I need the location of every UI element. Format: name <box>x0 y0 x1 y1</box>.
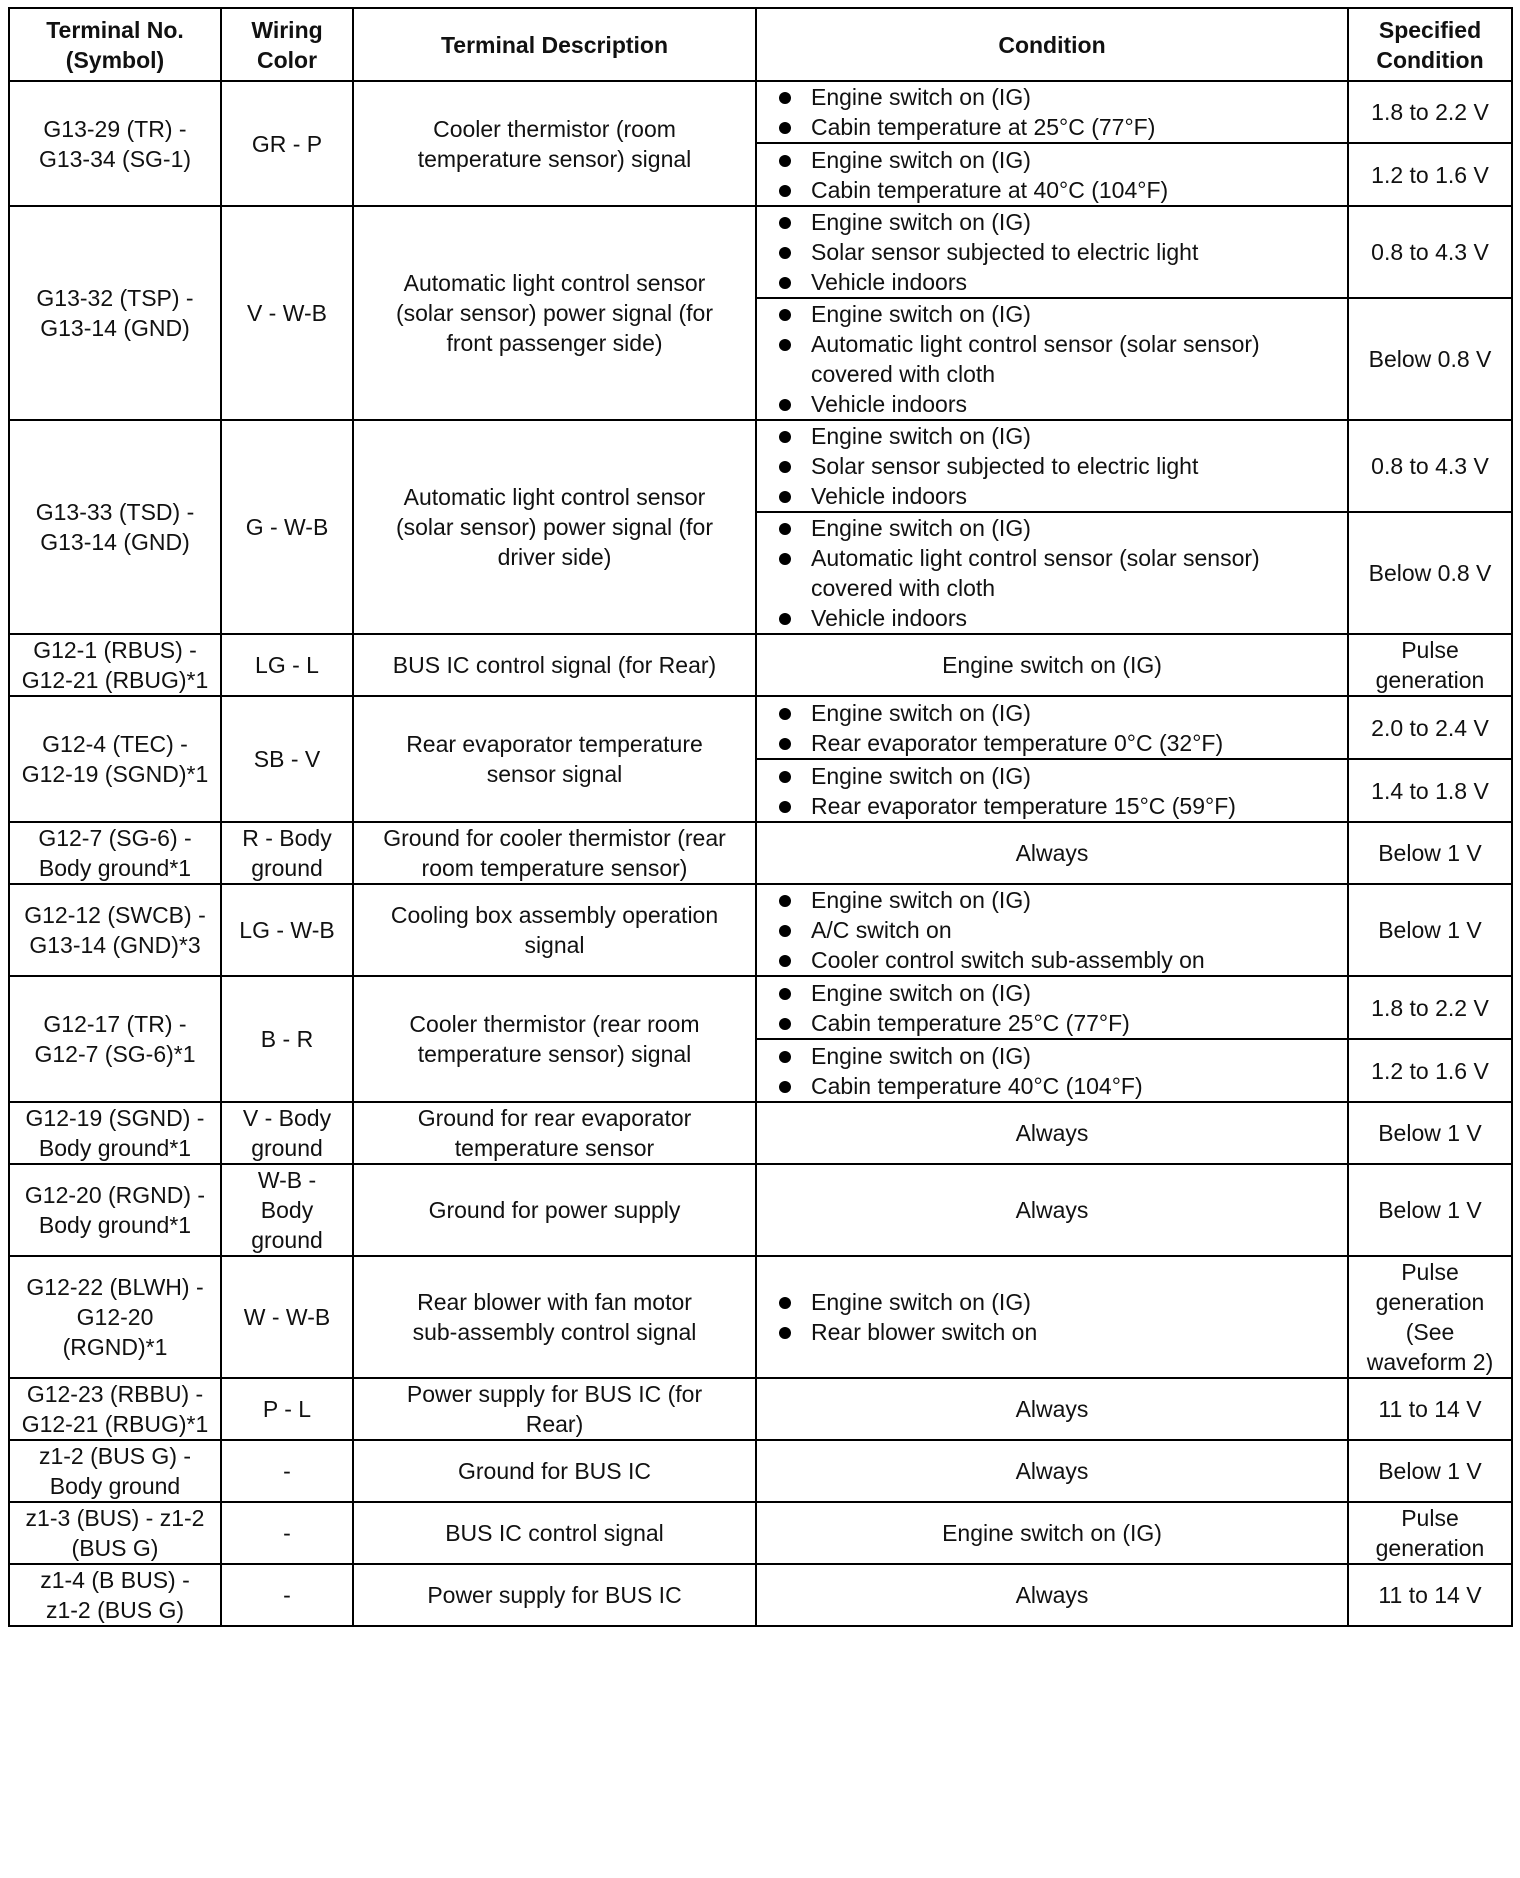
table-row <box>9 1440 1512 1502</box>
table-row <box>9 1378 1512 1440</box>
wiring-color-cell: - <box>221 1564 353 1626</box>
condition-item: A/C switch on <box>773 915 1339 945</box>
condition-cell <box>756 81 1348 143</box>
terminal-cell: z1-3 (BUS) - z1-2 (BUS G) <box>9 1502 221 1564</box>
wiring-color-cell: W - W-B <box>221 1256 353 1378</box>
terminal-cell: G12-7 (SG-6) - Body ground*1 <box>9 822 221 884</box>
specified-condition-cell: 1.8 to 2.2 V <box>1348 976 1512 1039</box>
wiring-color-cell: - <box>221 1502 353 1564</box>
terminal-cell: G13-29 (TR) - G13-34 (SG-1) <box>9 81 221 206</box>
terminal-description-cell: Power supply for BUS IC (for Rear) <box>353 1378 756 1440</box>
table-row <box>9 1502 1512 1564</box>
terminal-description-cell: Cooler thermistor (room temperature sensor) signal <box>353 81 756 206</box>
terminal-cell: z1-2 (BUS G) - Body ground <box>9 1440 221 1502</box>
condition-item: Engine switch on (IG) <box>773 207 1339 237</box>
terminal-cell: G13-33 (TSD) - G13-14 (GND) <box>9 420 221 634</box>
terminal-description-cell: Ground for BUS IC <box>353 1440 756 1502</box>
condition-item: Cabin temperature at 40°C (104°F) <box>773 175 1339 205</box>
condition-item: Rear blower switch on <box>773 1317 1339 1347</box>
condition-item: Rear evaporator temperature 0°C (32°F) <box>773 728 1339 758</box>
specified-condition-cell: Pulse generation (See waveform 2) <box>1348 1256 1512 1378</box>
terminal-description-cell: Ground for rear evaporator temperature sensor <box>353 1102 756 1164</box>
condition-item: Vehicle indoors <box>773 389 1339 419</box>
header-row <box>9 8 1512 81</box>
condition-list <box>773 698 1339 758</box>
header-condition: Condition <box>756 8 1348 81</box>
table-row <box>9 1564 1512 1626</box>
specified-condition-cell: Pulse generation <box>1348 634 1512 696</box>
table-row <box>9 884 1512 976</box>
condition-item: Engine switch on (IG) <box>773 513 1339 543</box>
condition-item: Engine switch on (IG) <box>773 145 1339 175</box>
terminal-cell: G12-23 (RBBU) - G12-21 (RBUG)*1 <box>9 1378 221 1440</box>
specified-condition-cell: 11 to 14 V <box>1348 1378 1512 1440</box>
condition-item: Engine switch on (IG) <box>773 698 1339 728</box>
terminal-cell: G12-17 (TR) - G12-7 (SG-6)*1 <box>9 976 221 1102</box>
condition-list <box>773 82 1339 142</box>
table-row <box>9 696 1512 759</box>
table-row <box>9 1256 1512 1378</box>
table-row <box>9 420 1512 512</box>
condition-cell <box>756 976 1348 1039</box>
table-row <box>9 634 1512 696</box>
condition-cell: Engine switch on (IG) <box>756 1502 1348 1564</box>
header-specified-condition: Specified Condition <box>1348 8 1512 81</box>
specified-condition-cell: 1.2 to 1.6 V <box>1348 143 1512 206</box>
condition-cell <box>756 759 1348 822</box>
wiring-color-cell: W-B - Body ground <box>221 1164 353 1256</box>
header-terminal: Terminal No. (Symbol) <box>9 8 221 81</box>
terminal-description-cell: Power supply for BUS IC <box>353 1564 756 1626</box>
terminal-description-cell: Cooler thermistor (rear room temperature sensor) signal <box>353 976 756 1102</box>
condition-cell <box>756 420 1348 512</box>
table-row <box>9 206 1512 298</box>
table-row <box>9 1164 1512 1256</box>
condition-list <box>773 1041 1339 1101</box>
condition-cell <box>756 696 1348 759</box>
condition-item: Cabin temperature 40°C (104°F) <box>773 1071 1339 1101</box>
condition-cell <box>756 1039 1348 1102</box>
terminal-cell: G12-20 (RGND) - Body ground*1 <box>9 1164 221 1256</box>
wiring-color-cell: SB - V <box>221 696 353 822</box>
wiring-color-cell: P - L <box>221 1378 353 1440</box>
condition-list <box>773 761 1339 821</box>
wiring-color-cell: LG - W-B <box>221 884 353 976</box>
wiring-color-cell: - <box>221 1440 353 1502</box>
condition-list <box>773 421 1339 511</box>
condition-item: Engine switch on (IG) <box>773 978 1339 1008</box>
condition-item: Engine switch on (IG) <box>773 1287 1339 1317</box>
terminal-cell: G12-22 (BLWH) - G12-20 (RGND)*1 <box>9 1256 221 1378</box>
wiring-color-cell: GR - P <box>221 81 353 206</box>
header-wiring-color: Wiring Color <box>221 8 353 81</box>
specified-condition-cell: 1.8 to 2.2 V <box>1348 81 1512 143</box>
table-row <box>9 81 1512 143</box>
condition-item: Automatic light control sensor (solar sensor) covered with cloth <box>773 543 1339 603</box>
condition-item: Engine switch on (IG) <box>773 885 1339 915</box>
specified-condition-cell: 0.8 to 4.3 V <box>1348 206 1512 298</box>
terminal-description-cell: Automatic light control sensor (solar sensor) power signal (for front passenger side) <box>353 206 756 420</box>
terminal-cell: G12-19 (SGND) - Body ground*1 <box>9 1102 221 1164</box>
specified-condition-cell: Below 1 V <box>1348 822 1512 884</box>
condition-cell: Always <box>756 1378 1348 1440</box>
condition-item: Vehicle indoors <box>773 603 1339 633</box>
condition-cell: Always <box>756 1164 1348 1256</box>
wiring-color-cell: R - Body ground <box>221 822 353 884</box>
specified-condition-cell: 11 to 14 V <box>1348 1564 1512 1626</box>
condition-item: Cooler control switch sub-assembly on <box>773 945 1339 975</box>
terminal-description-cell: Rear evaporator temperature sensor signal <box>353 696 756 822</box>
condition-item: Engine switch on (IG) <box>773 421 1339 451</box>
specified-condition-cell: Below 0.8 V <box>1348 298 1512 420</box>
terminal-description-cell: Automatic light control sensor (solar sensor) power signal (for driver side) <box>353 420 756 634</box>
table-row <box>9 976 1512 1039</box>
condition-list <box>773 299 1339 419</box>
specified-condition-cell: 0.8 to 4.3 V <box>1348 420 1512 512</box>
condition-list <box>773 207 1339 297</box>
specified-condition-cell: 1.4 to 1.8 V <box>1348 759 1512 822</box>
terminal-description-cell: Rear blower with fan motor sub-assembly control signal <box>353 1256 756 1378</box>
condition-cell <box>756 884 1348 976</box>
condition-list <box>773 885 1339 975</box>
condition-cell <box>756 206 1348 298</box>
terminal-description-cell: Ground for cooler thermistor (rear room temperature sensor) <box>353 822 756 884</box>
condition-item: Engine switch on (IG) <box>773 82 1339 112</box>
condition-cell <box>756 512 1348 634</box>
wiring-color-cell: B - R <box>221 976 353 1102</box>
condition-cell: Always <box>756 822 1348 884</box>
condition-list <box>773 978 1339 1038</box>
condition-list <box>773 513 1339 633</box>
condition-item: Vehicle indoors <box>773 481 1339 511</box>
condition-cell: Always <box>756 1564 1348 1626</box>
table-header <box>9 8 1512 81</box>
condition-item: Cabin temperature at 25°C (77°F) <box>773 112 1339 142</box>
condition-item: Engine switch on (IG) <box>773 1041 1339 1071</box>
terminal-description-cell: Cooling box assembly operation signal <box>353 884 756 976</box>
condition-item: Automatic light control sensor (solar sensor) covered with cloth <box>773 329 1339 389</box>
wiring-color-cell: G - W-B <box>221 420 353 634</box>
terminal-cell: G12-12 (SWCB) - G13-14 (GND)*3 <box>9 884 221 976</box>
condition-cell: Always <box>756 1440 1348 1502</box>
condition-cell <box>756 298 1348 420</box>
condition-cell <box>756 143 1348 206</box>
condition-item: Rear evaporator temperature 15°C (59°F) <box>773 791 1339 821</box>
specified-condition-cell: Below 1 V <box>1348 1102 1512 1164</box>
specified-condition-cell: 1.2 to 1.6 V <box>1348 1039 1512 1102</box>
table-row <box>9 822 1512 884</box>
wiring-color-cell: V - W-B <box>221 206 353 420</box>
condition-item: Solar sensor subjected to electric light <box>773 237 1339 267</box>
terminal-cell: G12-4 (TEC) - G12-19 (SGND)*1 <box>9 696 221 822</box>
specified-condition-cell: Below 1 V <box>1348 1164 1512 1256</box>
condition-cell <box>756 1256 1348 1378</box>
specified-condition-cell: Below 0.8 V <box>1348 512 1512 634</box>
specified-condition-cell: Below 1 V <box>1348 1440 1512 1502</box>
condition-list <box>773 1287 1339 1347</box>
terminal-description-cell: BUS IC control signal <box>353 1502 756 1564</box>
terminal-cell: z1-4 (B BUS) - z1-2 (BUS G) <box>9 1564 221 1626</box>
condition-item: Engine switch on (IG) <box>773 299 1339 329</box>
terminal-description-cell: BUS IC control signal (for Rear) <box>353 634 756 696</box>
condition-cell: Engine switch on (IG) <box>756 634 1348 696</box>
condition-cell: Always <box>756 1102 1348 1164</box>
terminal-cell: G13-32 (TSP) - G13-14 (GND) <box>9 206 221 420</box>
condition-item: Solar sensor subjected to electric light <box>773 451 1339 481</box>
terminal-description-cell: Ground for power supply <box>353 1164 756 1256</box>
condition-item: Engine switch on (IG) <box>773 761 1339 791</box>
terminal-cell: G12-1 (RBUS) - G12-21 (RBUG)*1 <box>9 634 221 696</box>
specified-condition-cell: Pulse generation <box>1348 1502 1512 1564</box>
condition-item: Cabin temperature 25°C (77°F) <box>773 1008 1339 1038</box>
wiring-color-cell: V - Body ground <box>221 1102 353 1164</box>
wiring-color-cell: LG - L <box>221 634 353 696</box>
condition-item: Vehicle indoors <box>773 267 1339 297</box>
header-terminal-description: Terminal Description <box>353 8 756 81</box>
condition-list <box>773 145 1339 205</box>
table-body <box>9 81 1512 1626</box>
specified-condition-cell: 2.0 to 2.4 V <box>1348 696 1512 759</box>
table-row <box>9 1102 1512 1164</box>
specified-condition-cell: Below 1 V <box>1348 884 1512 976</box>
terminal-spec-table <box>8 7 1513 1627</box>
